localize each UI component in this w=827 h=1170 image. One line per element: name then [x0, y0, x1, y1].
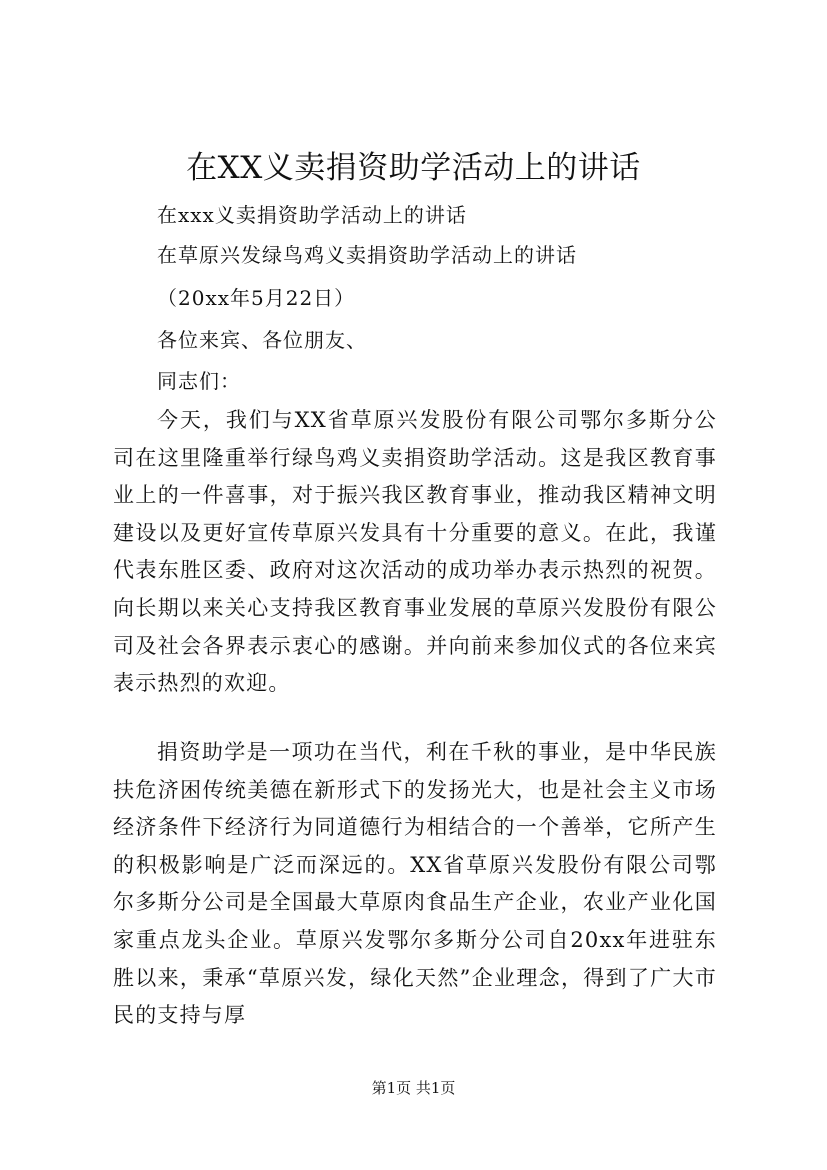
body-paragraph-2: 捐资助学是一项功在当代，利在千秋的事业，是中华民族扶危济困传统美德在新形式下的发扬光大，也是社会主义市场经济条件下经济行为同道德行为相结合的一个善举，它所产生的积极影响是广泛而深远的。XX省草原兴发股份有限公司鄂尔多斯分公司是全国最大草原肉食品生产企业，农业产业化国家重点龙头企业。草原兴发鄂尔多斯分公司自20xx年进驻东胜以来，秉承“草原兴发，绿化天然”企业理念，得到了广大市民的支持与厚	[113, 740, 717, 1028]
salutation-line-2: 同志们：	[157, 369, 241, 393]
body-paragraph-1: 今天，我们与XX省草原兴发股份有限公司鄂尔多斯分公司在这里隆重举行绿鸟鸡义卖捐资助学活动。这是我区教育事业上的一件喜事，对于振兴我区教育事业，推动我区精神文明建设以及更好宣传草原兴发具有十分重要的意义。在此，我谨代表东胜区委、政府对这次活动的成功举办表示热烈的祝贺。向长期以来关心支持我区教育事业发展的草原兴发股份有限公司及社会各界表示衷心的感谢。并向前来参加仪式的各位来宾表示热烈的欢迎。	[113, 408, 717, 696]
subtitle-line-1: 在xxx义卖捐资助学活动上的讲话	[157, 203, 467, 227]
page-footer: 第1页 共1页	[371, 1079, 456, 1097]
date-line: （20xx年5月22日）	[157, 286, 356, 310]
document-title: 在XX义卖捐资助学活动上的讲话	[186, 150, 641, 186]
subtitle-line-2: 在草原兴发绿鸟鸡义卖捐资助学活动上的讲话	[157, 243, 577, 267]
salutation-line-1: 各位来宾、各位朋友、	[157, 328, 367, 352]
